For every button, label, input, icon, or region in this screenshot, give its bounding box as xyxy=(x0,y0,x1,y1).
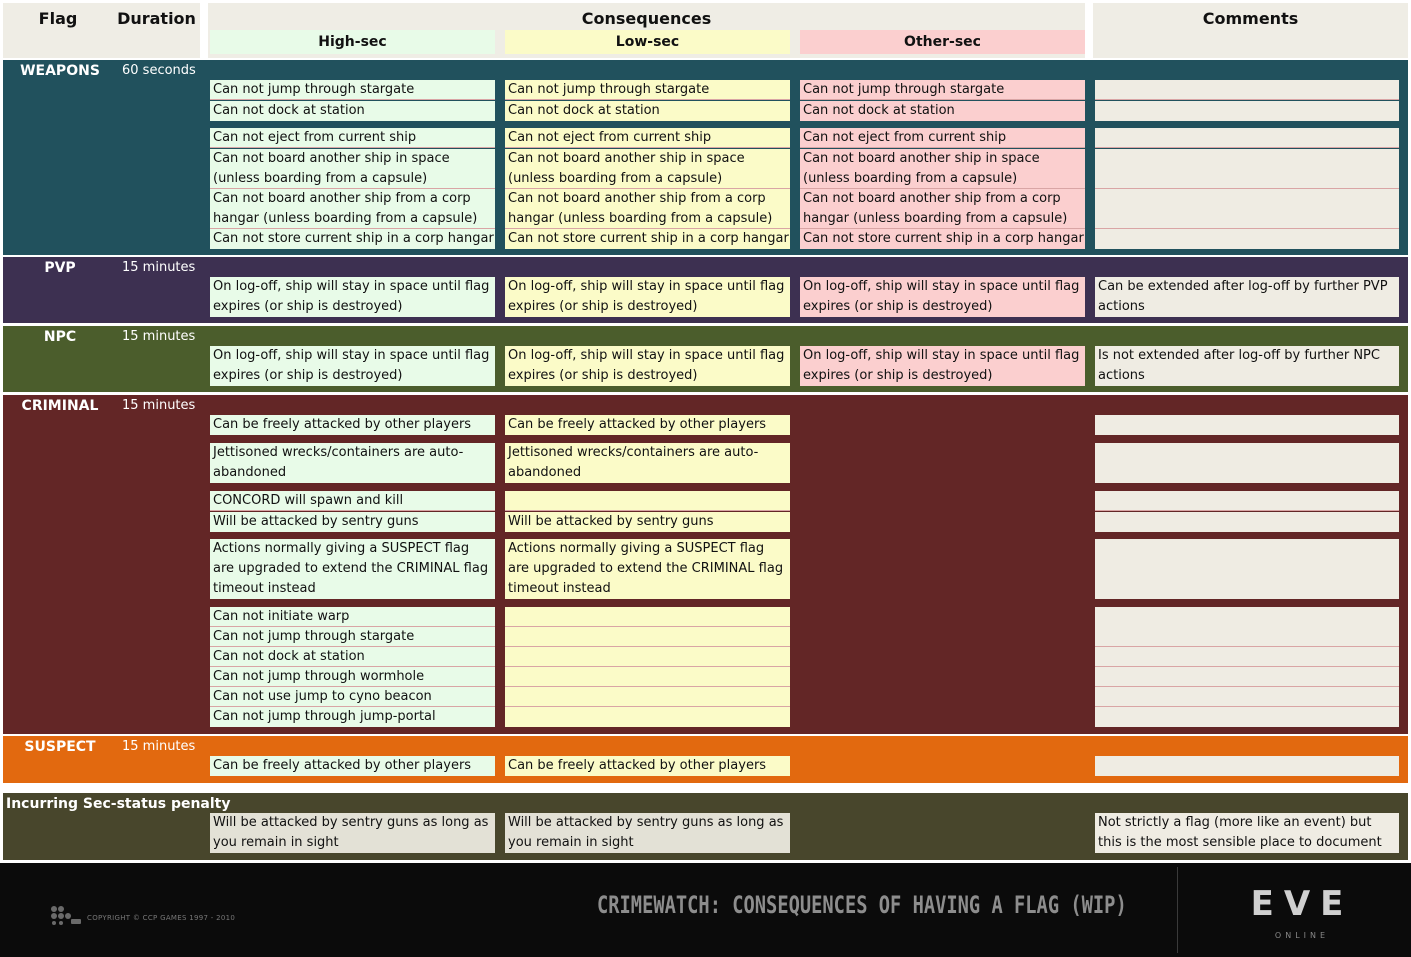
criminal-high-1: Jettisoned wrecks/containers are auto-abandoned xyxy=(210,443,495,483)
suspect-comment xyxy=(1095,756,1399,776)
criminal-comment-6 xyxy=(1095,647,1399,667)
criminal-comment-8 xyxy=(1095,687,1399,707)
weapons-low-3: Can not board another ship in space (unless boarding from a capsule) xyxy=(505,149,790,189)
penalty-title: Incurring Sec-status penalty xyxy=(6,796,231,812)
npc-low: On log-off, ship will stay in space until flag expires (or ship is destroyed) xyxy=(505,346,790,386)
criminal-comment-1 xyxy=(1095,443,1399,483)
criminal-comment-9 xyxy=(1095,707,1399,727)
criminal-low-0: Can be freely attacked by other players xyxy=(505,415,790,435)
header-consequences: Consequences xyxy=(581,9,712,28)
footer-divider xyxy=(1177,867,1178,953)
criminal-low-7 xyxy=(505,647,790,667)
criminal-comment-4 xyxy=(1095,539,1399,599)
weapons-other-2: Can not eject from current ship xyxy=(800,128,1085,148)
weapons-comment-2 xyxy=(1095,128,1399,148)
npc-flag: NPC xyxy=(43,329,77,345)
weapons-comment-3 xyxy=(1095,149,1399,189)
criminal-flag: CRIMINAL xyxy=(21,398,99,414)
criminal-low-5 xyxy=(505,607,790,627)
header-other-sec: Other-sec xyxy=(800,30,1085,54)
npc-duration: 15 minutes xyxy=(122,329,196,344)
npc-high: On log-off, ship will stay in space until flag expires (or ship is destroyed) xyxy=(210,346,495,386)
weapons-other-3: Can not board another ship in space (unless boarding from a capsule) xyxy=(800,149,1085,189)
penalty-comment: Not strictly a flag (more like an event) but this is the most sensible place to document xyxy=(1095,813,1399,853)
ccp-logo-icon xyxy=(50,905,82,925)
weapons-duration: 60 seconds xyxy=(122,63,196,78)
criminal-low-9 xyxy=(505,687,790,707)
suspect-duration: 15 minutes xyxy=(122,739,196,754)
weapons-high-5: Can not store current ship in a corp hangar xyxy=(210,229,495,249)
header-low-sec: Low-sec xyxy=(505,30,790,54)
pvp-other: On log-off, ship will stay in space until flag expires (or ship is destroyed) xyxy=(800,277,1085,317)
criminal-low-4: Actions normally giving a SUSPECT flag are upgraded to extend the CRIMINAL flag timeout instead xyxy=(505,539,790,599)
criminal-comment-2 xyxy=(1095,491,1399,511)
penalty-high: Will be attacked by sentry guns as long as you remain in sight xyxy=(210,813,495,853)
criminal-low-6 xyxy=(505,627,790,647)
weapons-other-1: Can not dock at station xyxy=(800,101,1085,121)
weapons-comment-5 xyxy=(1095,229,1399,249)
criminal-high-9: Can not use jump to cyno beacon xyxy=(210,687,495,707)
criminal-high-10: Can not jump through jump-portal xyxy=(210,707,495,727)
eve-logo: EVE xyxy=(1250,884,1354,924)
criminal-comment-3 xyxy=(1095,512,1399,532)
weapons-high-3: Can not board another ship in space (unless boarding from a capsule) xyxy=(210,149,495,189)
weapons-low-1: Can not dock at station xyxy=(505,101,790,121)
pvp-duration: 15 minutes xyxy=(122,260,196,275)
pvp-comment: Can be extended after log-off by further PVP actions xyxy=(1095,277,1399,317)
footer-title: CRIMEWATCH: CONSEQUENCES OF HAVING A FLAG (WIP) xyxy=(597,891,1127,919)
weapons-other-5: Can not store current ship in a corp hangar xyxy=(800,229,1085,249)
header-comments-cell xyxy=(1093,3,1408,58)
footer xyxy=(0,863,1411,957)
criminal-high-8: Can not jump through wormhole xyxy=(210,667,495,687)
weapons-flag: WEAPONS xyxy=(20,63,100,79)
weapons-comment-0 xyxy=(1095,80,1399,100)
weapons-comment-4 xyxy=(1095,189,1399,229)
weapons-high-2: Can not eject from current ship xyxy=(210,128,495,148)
pvp-low: On log-off, ship will stay in space until flag expires (or ship is destroyed) xyxy=(505,277,790,317)
criminal-low-10 xyxy=(505,707,790,727)
criminal-comment-5 xyxy=(1095,607,1399,647)
pvp-high: On log-off, ship will stay in space until flag expires (or ship is destroyed) xyxy=(210,277,495,317)
criminal-low-8 xyxy=(505,667,790,687)
penalty-low: Will be attacked by sentry guns as long as you remain in sight xyxy=(505,813,790,853)
criminal-low-3: Will be attacked by sentry guns xyxy=(505,512,790,532)
criminal-high-3: Will be attacked by sentry guns xyxy=(210,512,495,532)
weapons-other-0: Can not jump through stargate xyxy=(800,80,1085,100)
criminal-low-2 xyxy=(505,491,790,511)
npc-other: On log-off, ship will stay in space until flag expires (or ship is destroyed) xyxy=(800,346,1085,386)
criminal-comment-7 xyxy=(1095,667,1399,687)
weapons-low-2: Can not eject from current ship xyxy=(505,128,790,148)
criminal-high-2: CONCORD will spawn and kill xyxy=(210,491,495,511)
suspect-high: Can be freely attacked by other players xyxy=(210,756,495,776)
criminal-high-7: Can not dock at station xyxy=(210,647,495,667)
weapons-other-4: Can not board another ship from a corp hangar (unless boarding from a capsule) xyxy=(800,189,1085,229)
criminal-low-1: Jettisoned wrecks/containers are auto-abandoned xyxy=(505,443,790,483)
criminal-high-4: Actions normally giving a SUSPECT flag are upgraded to extend the CRIMINAL flag timeout instead xyxy=(210,539,495,599)
criminal-comment-0 xyxy=(1095,415,1399,435)
suspect-flag: SUSPECT xyxy=(24,739,96,755)
header-flag: Flag xyxy=(38,9,78,28)
npc-comment: Is not extended after log-off by further NPC actions xyxy=(1095,346,1399,386)
weapons-low-0: Can not jump through stargate xyxy=(505,80,790,100)
criminal-high-5: Can not initiate warp xyxy=(210,607,495,627)
weapons-high-0: Can not jump through stargate xyxy=(210,80,495,100)
weapons-low-4: Can not board another ship from a corp hangar (unless boarding from a capsule) xyxy=(505,189,790,229)
eve-logo-sub: ONLINE xyxy=(1274,931,1330,940)
weapons-high-1: Can not dock at station xyxy=(210,101,495,121)
criminal-high-0: Can be freely attacked by other players xyxy=(210,415,495,435)
header-duration: Duration xyxy=(117,9,196,28)
copyright-text: COPYRIGHT © CCP GAMES 1997 - 2010 xyxy=(87,914,236,922)
header-comments: Comments xyxy=(1202,9,1299,28)
suspect-low: Can be freely attacked by other players xyxy=(505,756,790,776)
weapons-high-4: Can not board another ship from a corp hangar (unless boarding from a capsule) xyxy=(210,189,495,229)
header-high-sec: High-sec xyxy=(210,30,495,54)
header-flag-cell xyxy=(3,3,200,58)
criminal-duration: 15 minutes xyxy=(122,398,196,413)
weapons-comment-1 xyxy=(1095,101,1399,121)
criminal-high-6: Can not jump through stargate xyxy=(210,627,495,647)
weapons-low-5: Can not store current ship in a corp hangar xyxy=(505,229,790,249)
pvp-flag: PVP xyxy=(44,260,76,276)
